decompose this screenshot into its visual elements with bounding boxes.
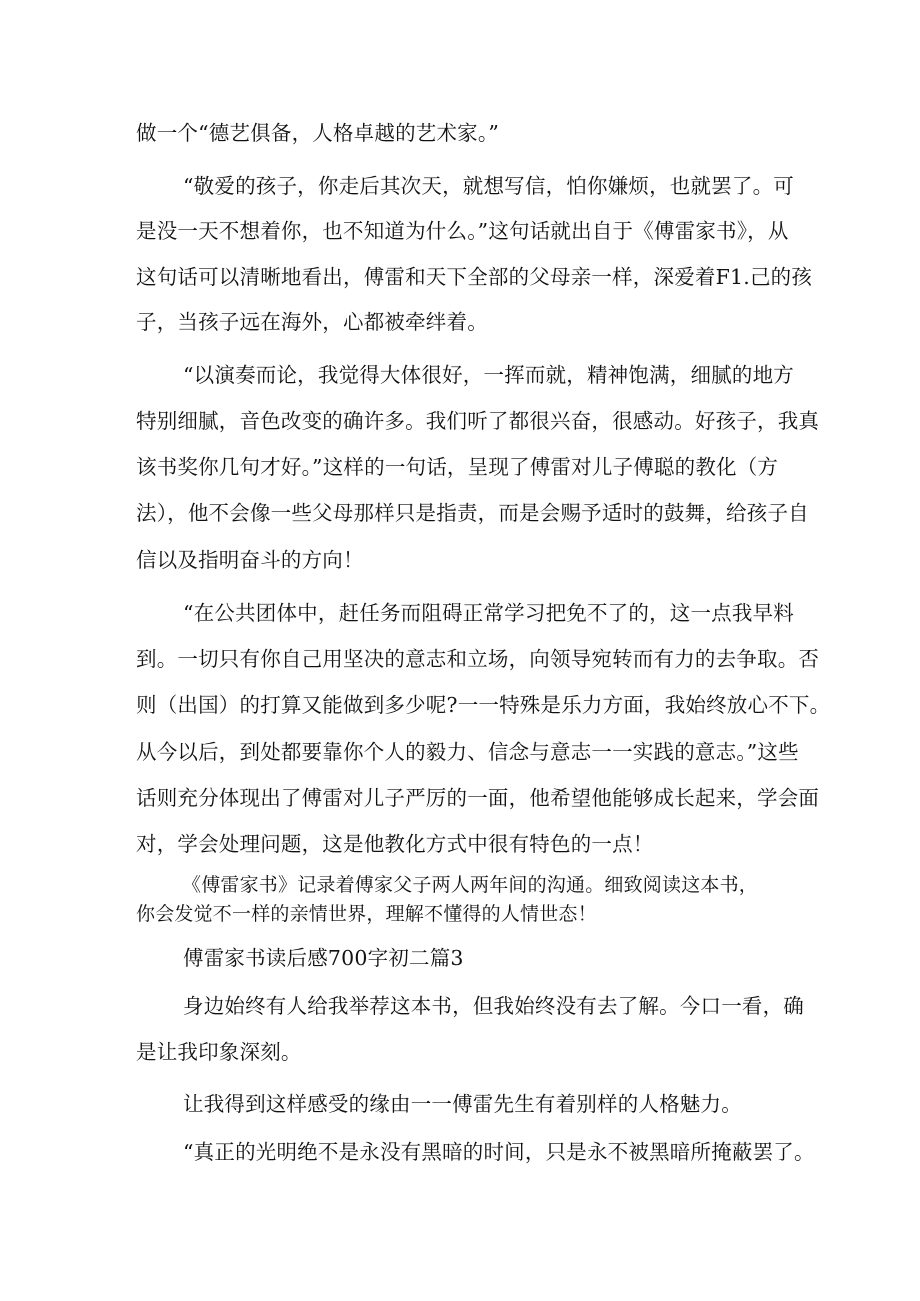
paragraph-line-10: 信以及指明奋斗的方向！ bbox=[136, 548, 364, 572]
paragraph-line-3: 是没一天不想着你，也不知道为什么。”这句话就出自于《傅雷家书》，从 bbox=[136, 219, 789, 243]
section-heading: 傅雷家书读后感700字初二篇3 bbox=[183, 946, 464, 970]
paragraph-line-11: “在公共团体中，赶任务而阻碍正常学习把免不了的，这一点我早料 bbox=[183, 601, 794, 625]
paragraph-line-8: 该书奖你几句才好。”这样的一句话，呈现了傅雷对儿子傅聪的教化（方 bbox=[136, 455, 779, 479]
paragraph-line-2: “敬爱的孩子，你走后其次天，就想写信，怕你嫌烦，也就罢了。可 bbox=[183, 174, 794, 198]
paragraph-line-1: 做一个“德艺俱备，人格卓越的艺术家。” bbox=[136, 121, 500, 145]
paragraph-line-9: 法），他不会像一些父母那样只是指责，而是会赐予适时的鼓舞，给孩子自 bbox=[136, 501, 809, 525]
paragraph-line-6: “以演奏而论，我觉得大体很好，一挥而就，精神饱满，细腻的地方 bbox=[183, 363, 794, 387]
paragraph-line-19: 身边始终有人给我举荐这本书，但我始终没有去了解。今口一看，确 bbox=[183, 994, 804, 1018]
paragraph-line-15: 话则充分体现出了傅雷对儿子严厉的一面，他希望他能够成长起来，学会面 bbox=[136, 786, 820, 810]
paragraph-line-12: 到。一切只有你自己用坚决的意志和立场，向领导宛转而有力的去争取。否 bbox=[136, 647, 820, 671]
paragraph-line-20: 是让我印象深刻。 bbox=[136, 1040, 302, 1064]
paragraph-line-18: 你会发觉不一样的亲情世界，理解不懂得的人情世态！ bbox=[136, 903, 597, 925]
paragraph-line-5: 子，当孩子远在海外，心都被牵绊着。 bbox=[136, 310, 488, 334]
paragraph-line-4: 这句话可以清晰地看出，傅雷和天下全部的父母亲一样，深爱着F1.己的孩 bbox=[136, 265, 813, 289]
paragraph-line-17: 《傅雷家书》记录着傅家父子两人两年间的沟通。细致阅读这本书， bbox=[182, 874, 759, 896]
paragraph-line-13: 则（出国）的打算又能做到多少呢?一一特殊是乐力方面，我始终放心不下。 bbox=[136, 693, 831, 717]
paragraph-line-16: 对，学会处理问题，这是他教化方式中很有特色的一点！ bbox=[136, 832, 654, 856]
paragraph-line-7: 特别细腻，音色改变的确许多。我们听了都很兴奋，很感动。好孩子，我真 bbox=[136, 409, 820, 433]
paragraph-line-21: 让我得到这样感受的缘由一一傅雷先生有着别样的人格魅力。 bbox=[183, 1092, 742, 1116]
paragraph-line-14: 从今以后，到处都要靠你个人的毅力、信念与意志一一实践的意志。”这些 bbox=[136, 740, 799, 764]
paragraph-line-22: “真正的光明绝不是永没有黑暗的时间，只是永不被黑暗所掩蔽罢了。 bbox=[183, 1140, 815, 1164]
